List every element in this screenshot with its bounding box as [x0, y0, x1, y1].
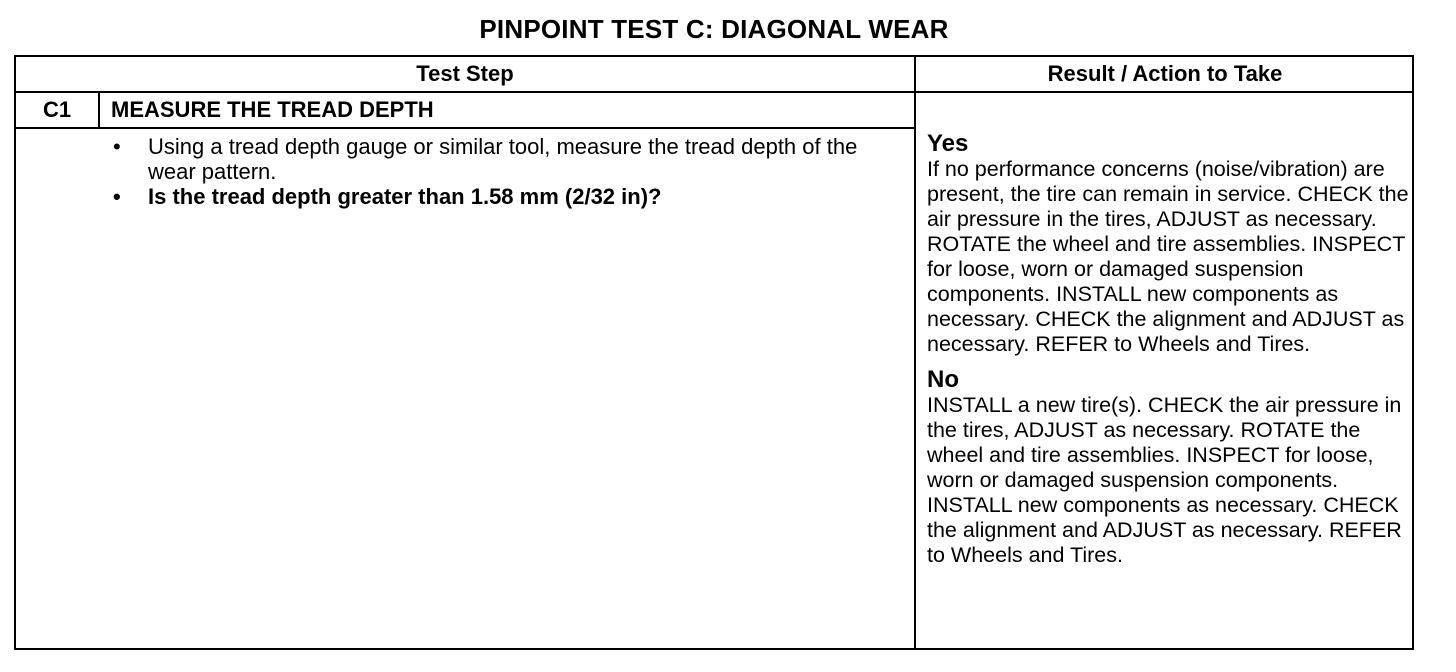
step-instruction: Using a tread depth gauge or similar tool, measure the tread depth of the wear pattern. — [148, 134, 858, 184]
step-title-divider — [16, 127, 914, 129]
pinpoint-test-table — [14, 55, 1414, 650]
result-actions — [927, 131, 1413, 568]
result-no-block — [927, 367, 1413, 568]
answer-yes-action: If no performance concerns (noise/vibration) are present, the tire can remain in service. CHECK the air pressure in the tires, ADJUST as necessary. ROTATE the wheel and tire assemblies. INSPECT for loose, worn or damaged suspension components. INSTALL new components as necessary. CHECK the alignment and ADJUST as necessary. REFER to Wheels and Tires. — [927, 157, 1409, 356]
answer-yes-label: Yes — [927, 130, 969, 157]
header-result-action: Result / Action to Take — [1047, 61, 1283, 86]
step-id-divider — [98, 93, 100, 127]
step-id: C1 — [42, 97, 72, 122]
result-yes-block — [927, 131, 1413, 357]
answer-no-label: No — [927, 366, 959, 393]
step-bullets — [108, 134, 888, 209]
column-divider — [914, 57, 916, 648]
bullet-icon: • — [113, 134, 121, 159]
step-title: MEASURE THE TREAD DEPTH — [111, 97, 434, 122]
page-title: PINPOINT TEST C: DIAGONAL WEAR — [479, 14, 949, 44]
list-item — [108, 184, 888, 209]
bullet-icon: • — [113, 184, 121, 209]
header-test-step: Test Step — [416, 61, 514, 86]
list-item — [108, 134, 888, 184]
answer-no-action: INSTALL a new tire(s). CHECK the air pressure in the tires, ADJUST as necessary. ROTATE the wheel and tire assemblies. INSPECT for loose, worn or damaged suspension components. INSTALL new components as necessary. CHECK the alignment and ADJUST as necessary. REFER to Wheels and Tires. — [927, 393, 1402, 567]
step-question: Is the tread depth greater than 1.58 mm (2/32 in)? — [148, 184, 662, 209]
